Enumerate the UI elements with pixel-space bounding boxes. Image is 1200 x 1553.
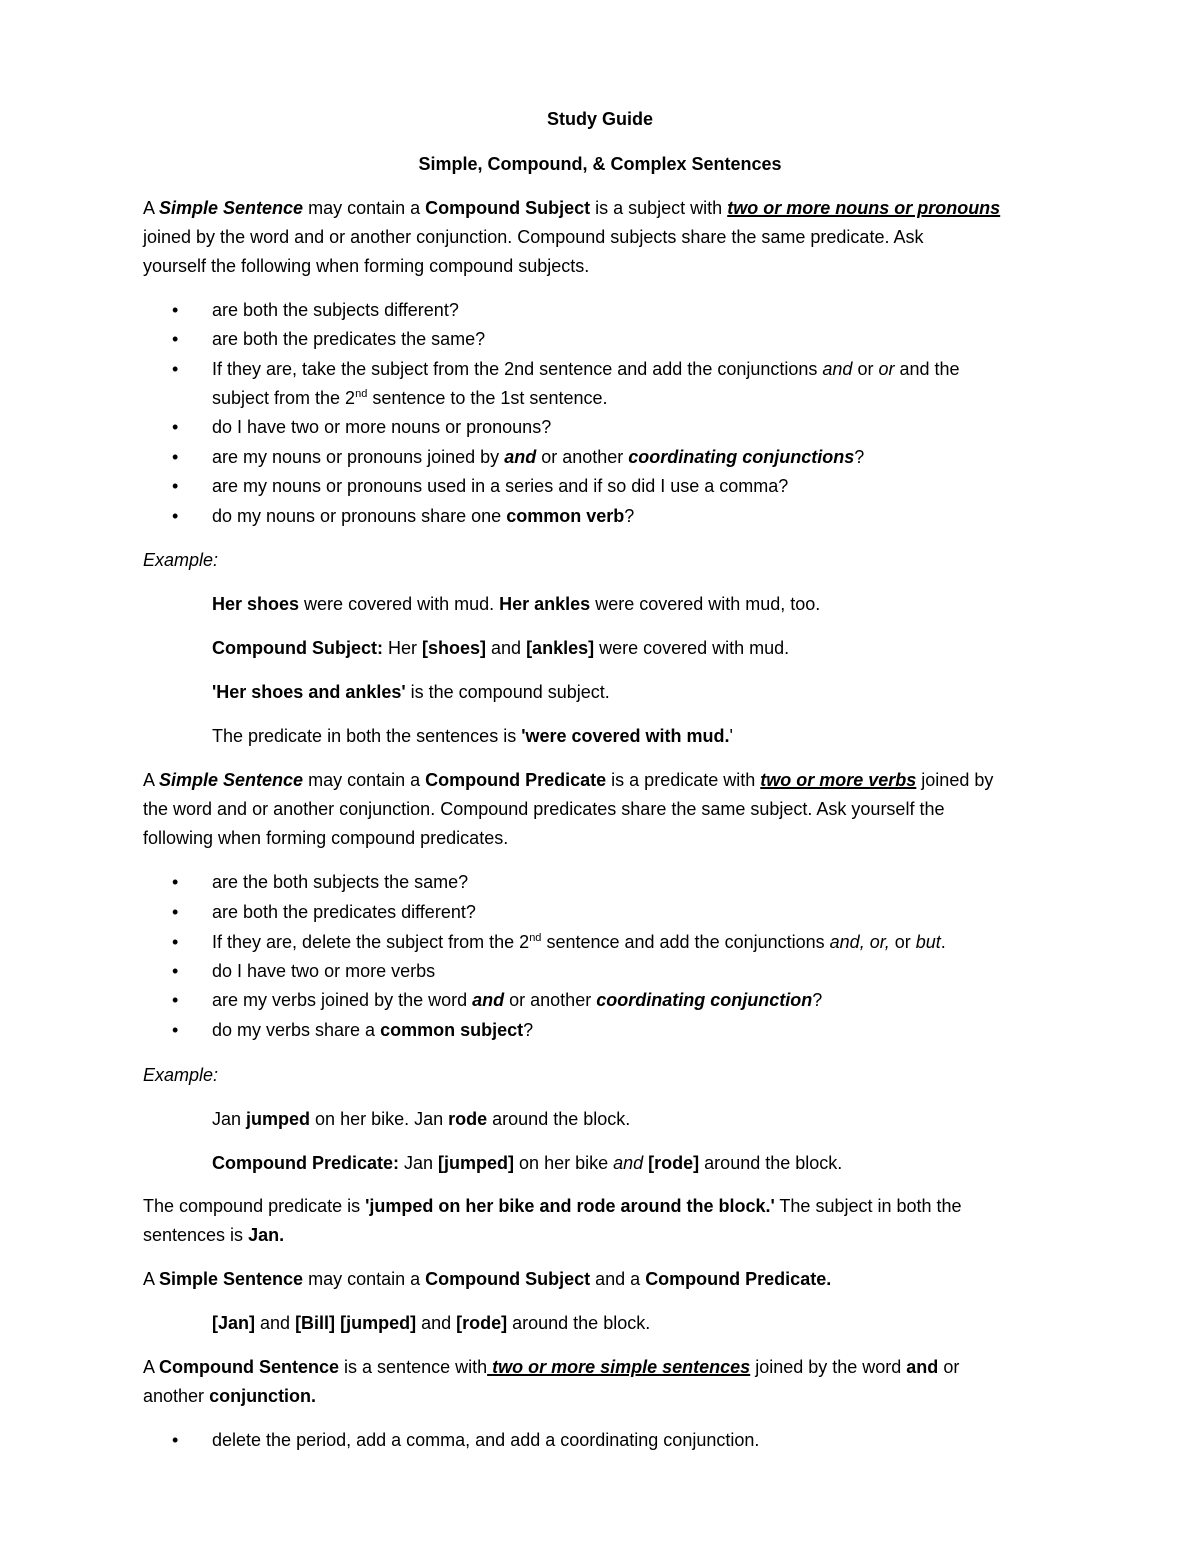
subject-intro-line3: yourself the following when forming compound subjects. <box>143 256 590 276</box>
bullet-icon: • <box>172 902 179 922</box>
list-item: • are both the predicates different? <box>172 902 476 922</box>
list-item: • do I have two or more verbs <box>172 961 436 981</box>
bullet-icon: • <box>172 329 179 349</box>
both-intro: A Simple Sentence may contain a Compound Subject and a Compound Predicate. <box>143 1269 832 1289</box>
list-item: • delete the period, add a comma, and add a coordinating conjunction. <box>172 1430 760 1450</box>
bullet-icon: • <box>172 476 179 496</box>
list-item: • If they are, take the subject from the 2nd sentence and add the conjunctions and or or and the <box>172 359 960 379</box>
example-line: Jan jumped on her bike. Jan rode around the block. <box>212 1109 631 1129</box>
example-line: [Jan] and [Bill] [jumped] and [rode] around the block. <box>212 1313 651 1333</box>
list-item: • are both the predicates the same? <box>172 329 486 349</box>
list-item: • are my nouns or pronouns joined by and or another coordinating conjunctions? <box>172 447 865 467</box>
predicate-summary-line1: The compound predicate is 'jumped on her bike and rode around the block.' The subject in both the <box>143 1196 962 1216</box>
list-item-continuation: subject from the 2nd sentence to the 1st sentence. <box>212 388 608 408</box>
example-label: Example: <box>143 550 219 570</box>
example-line: Compound Subject: Her [shoes] and [ankles] were covered with mud. <box>212 638 790 658</box>
list-item: • are the both subjects the same? <box>172 872 469 892</box>
emphasis-text: two or more simple sentences <box>487 1357 751 1377</box>
page-title: Study Guide <box>546 109 653 129</box>
bullet-icon: • <box>172 932 179 952</box>
bullet-icon: • <box>172 1430 179 1450</box>
example-line: Her shoes were covered with mud. Her ankles were covered with mud, too. <box>212 594 821 614</box>
bullet-icon: • <box>172 990 179 1010</box>
bullet-icon: • <box>172 300 179 320</box>
page-subtitle: Simple, Compound, & Complex Sentences <box>418 154 782 174</box>
emphasis-text: two or more nouns or pronouns <box>727 198 1001 218</box>
example-line: The predicate in both the sentences is 'were covered with mud.' <box>212 726 733 746</box>
subject-intro-line1: A Simple Sentence may contain a Compound Subject is a subject with two or more nouns or pronouns <box>143 198 1001 218</box>
example-line: 'Her shoes and ankles' is the compound subject. <box>212 682 610 702</box>
bullet-icon: • <box>172 359 179 379</box>
bullet-icon: • <box>172 417 179 437</box>
list-item: • do my verbs share a common subject? <box>172 1020 534 1040</box>
list-item: • are my verbs joined by the word and or another coordinating conjunction? <box>172 990 823 1010</box>
predicate-summary-line2: sentences is Jan. <box>143 1225 285 1245</box>
example-label: Example: <box>143 1065 219 1085</box>
predicate-intro-line2: the word and or another conjunction. Compound predicates share the same subject. Ask yourself the <box>143 799 945 819</box>
list-item: • are my nouns or pronouns used in a series and if so did I use a comma? <box>172 476 789 496</box>
bullet-icon: • <box>172 1020 179 1040</box>
predicate-intro-line3: following when forming compound predicates. <box>143 828 509 848</box>
list-item: • are both the subjects different? <box>172 300 459 320</box>
list-item: • do my nouns or pronouns share one common verb? <box>172 506 635 526</box>
bullet-icon: • <box>172 506 179 526</box>
compound-sentence-line2: another conjunction. <box>143 1386 317 1406</box>
compound-sentence-line1: A Compound Sentence is a sentence with two or more simple sentences joined by the word and or <box>143 1357 960 1377</box>
subject-intro-line2: joined by the word and or another conjunction. Compound subjects share the same predicate. Ask <box>143 227 924 247</box>
bullet-icon: • <box>172 872 179 892</box>
predicate-intro-line1: A Simple Sentence may contain a Compound Predicate is a predicate with two or more verbs joined by <box>143 770 994 790</box>
bullet-icon: • <box>172 447 179 467</box>
bullet-icon: • <box>172 961 179 981</box>
example-line: Compound Predicate: Jan [jumped] on her bike and [rode] around the block. <box>212 1153 843 1173</box>
emphasis-text: two or more verbs <box>760 770 917 790</box>
list-item: • do I have two or more nouns or pronouns? <box>172 417 552 437</box>
list-item: • If they are, delete the subject from the 2nd sentence and add the conjunctions and, or, or but. <box>172 932 946 952</box>
